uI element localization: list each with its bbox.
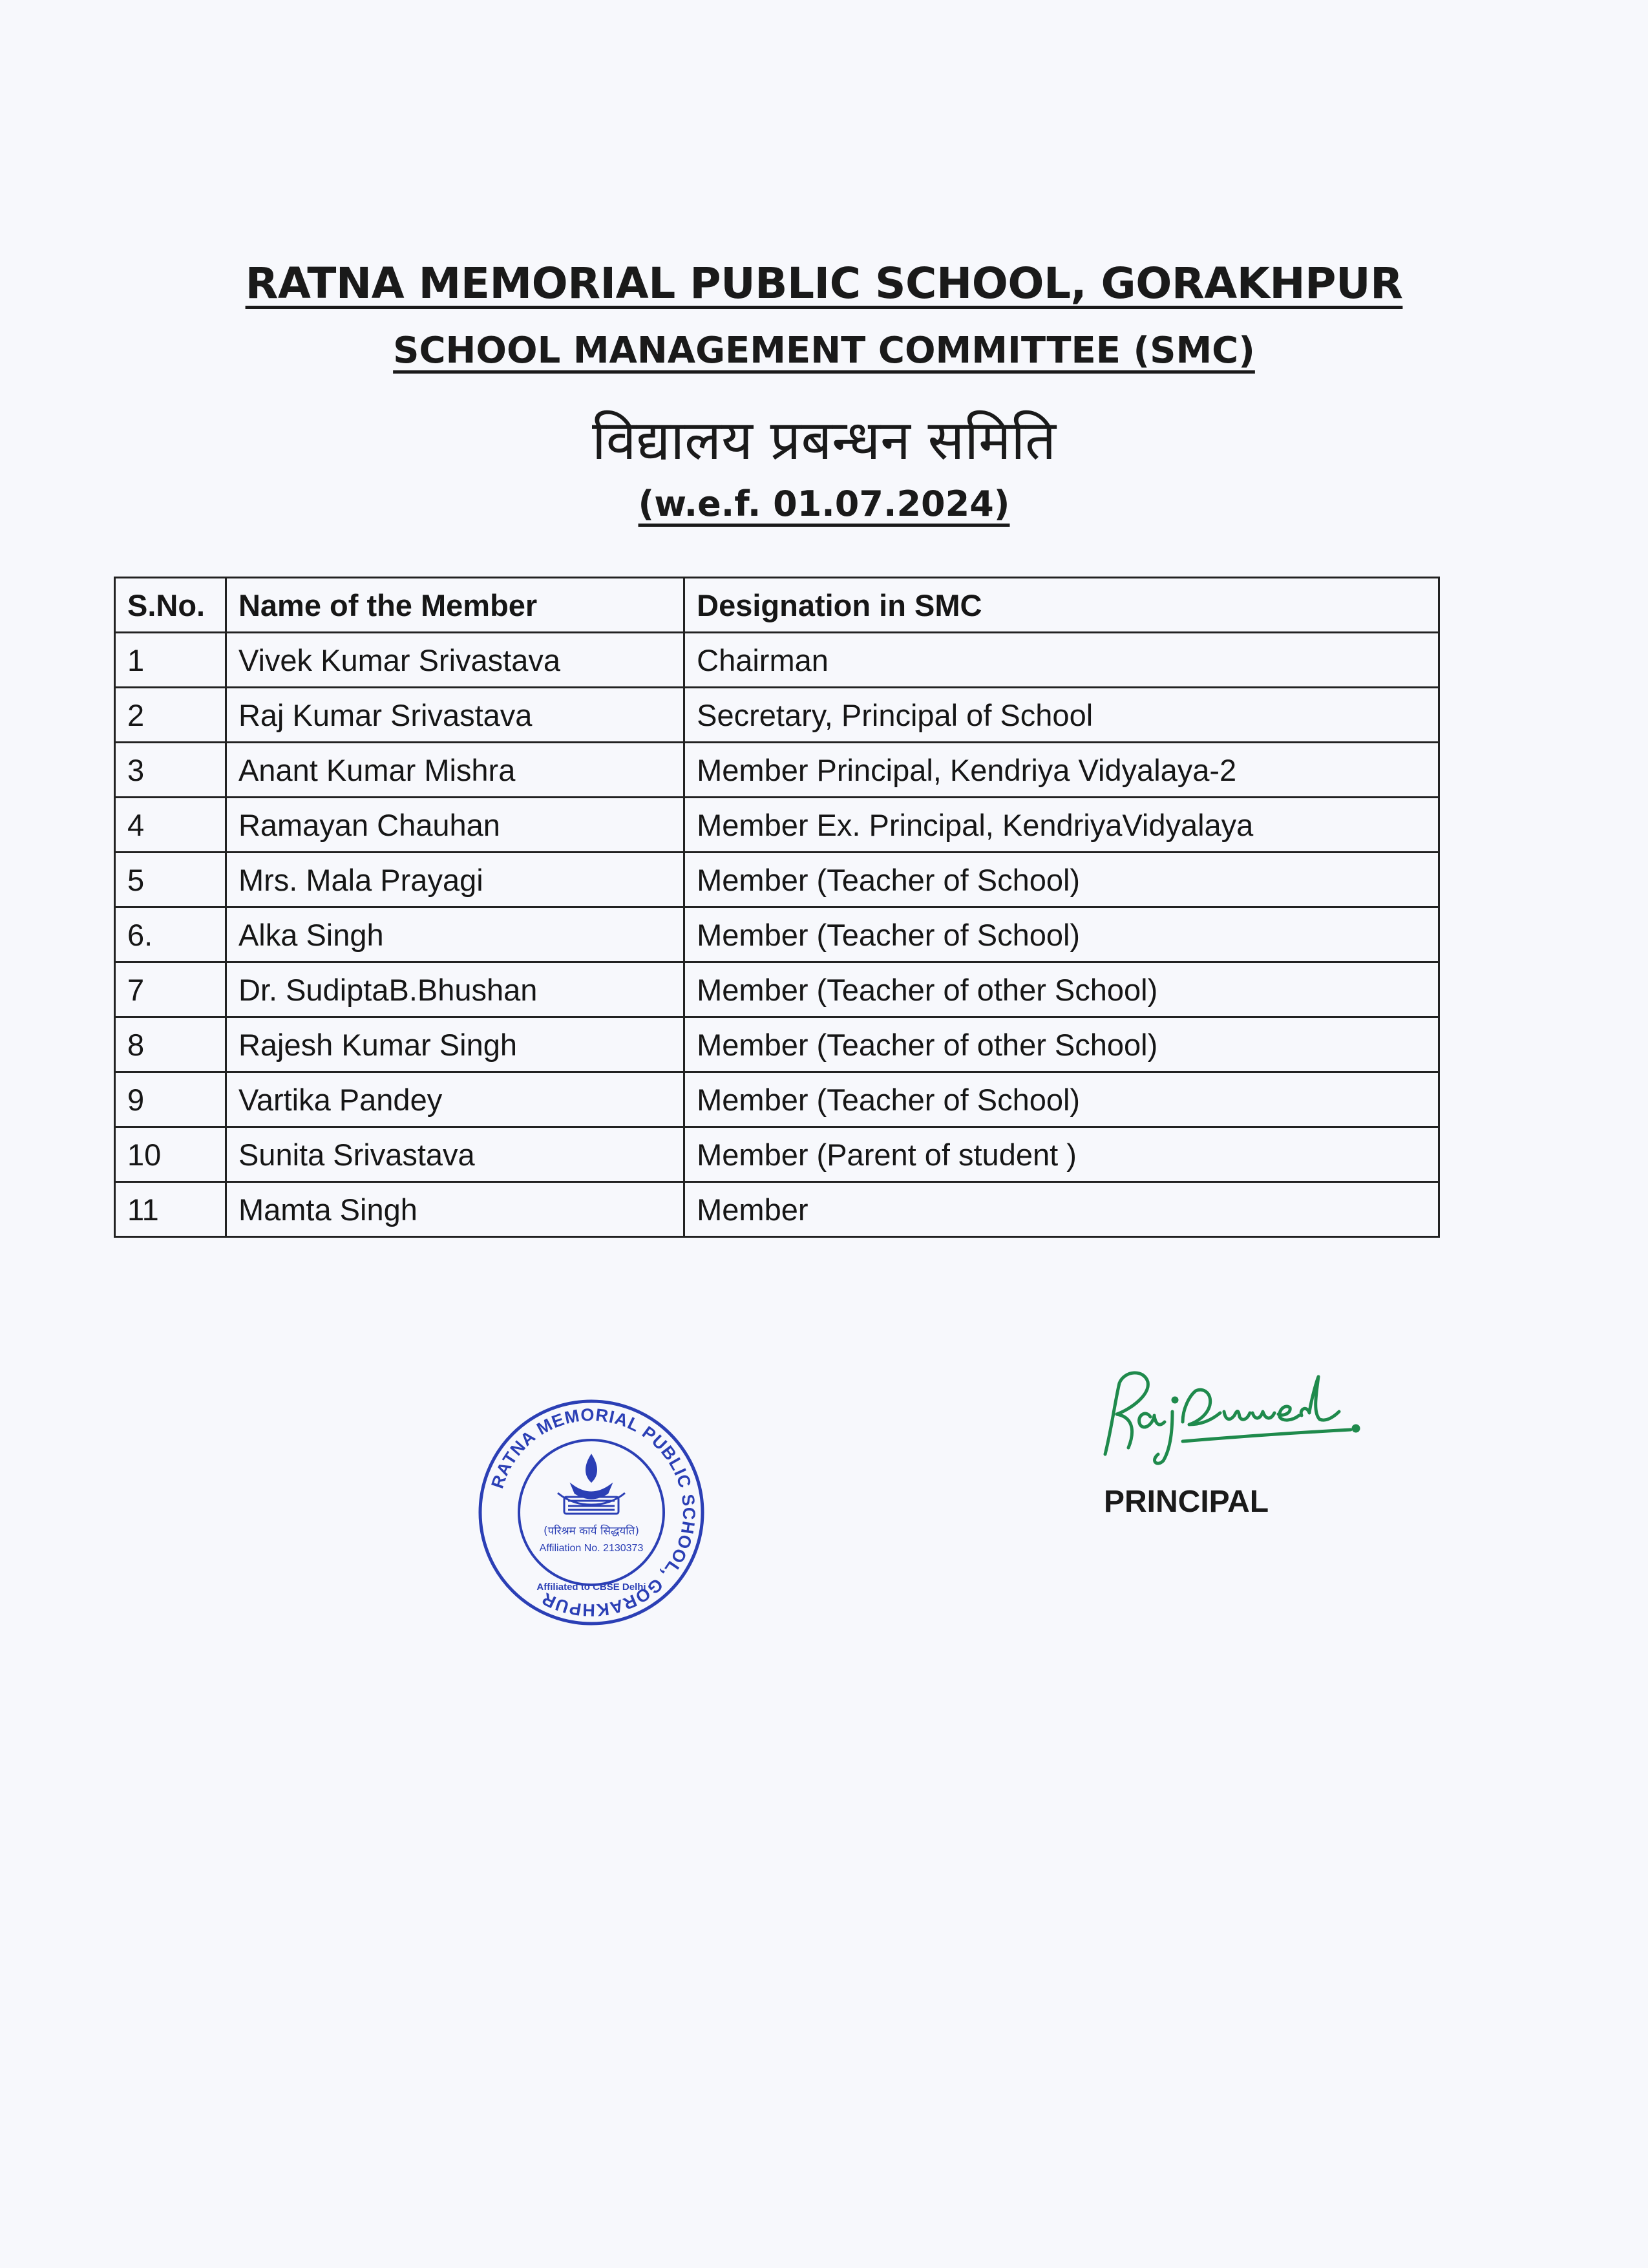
table-row (115, 907, 1439, 962)
table-row (115, 962, 1439, 1017)
committee-title: SCHOOL MANAGEMENT COMMITTEE (SMC) (393, 330, 1255, 372)
cell-member-name: Rajesh Kumar Singh (226, 1017, 684, 1072)
table-row (115, 853, 1439, 907)
cell-member-name: Vartika Pandey (226, 1072, 684, 1127)
cell-member-name: Mrs. Mala Prayagi (226, 853, 684, 907)
cell-sno: 6. (115, 907, 226, 962)
header-sno: S.No. (115, 578, 226, 633)
cell-sno: 4 (115, 798, 226, 853)
cell-sno: 11 (115, 1182, 226, 1237)
cell-member-name: Sunita Srivastava (226, 1127, 684, 1182)
school-seal (475, 1396, 708, 1629)
cell-designation: Member (Teacher of School) (684, 853, 1439, 907)
principal-label: PRINCIPAL (1104, 1485, 1269, 1519)
cell-designation: Member (Teacher of other School) (684, 962, 1439, 1017)
header-name: Name of the Member (226, 578, 684, 633)
table-row (115, 743, 1439, 798)
cell-member-name: Vivek Kumar Srivastava (226, 633, 684, 688)
table-row (115, 1072, 1439, 1127)
table-row (115, 1127, 1439, 1182)
cell-sno: 7 (115, 962, 226, 1017)
effective-date: (w.e.f. 01.07.2024) (638, 483, 1010, 524)
lamp-icon (558, 1456, 625, 1514)
cell-member-name: Alka Singh (226, 907, 684, 962)
cell-designation: Member (Parent of student ) (684, 1127, 1439, 1182)
cell-designation: Member (Teacher of other School) (684, 1017, 1439, 1072)
cell-member-name: Raj Kumar Srivastava (226, 688, 684, 743)
cell-sno: 10 (115, 1127, 226, 1182)
cell-designation: Member (Teacher of School) (684, 1072, 1439, 1127)
cell-member-name: Ramayan Chauhan (226, 798, 684, 853)
seal-affiliation: Affiliation No. 2130373 (539, 1543, 644, 1554)
cell-member-name: Mamta Singh (226, 1182, 684, 1237)
hindi-title: विद्यालय प्रबन्धन समिति (592, 408, 1056, 472)
table-row (115, 1017, 1439, 1072)
school-title: RATNA MEMORIAL PUBLIC SCHOOL, GORAKHPUR (245, 259, 1403, 308)
principal-signature (1086, 1357, 1370, 1467)
table-row (115, 633, 1439, 688)
cell-designation: Member (684, 1182, 1439, 1237)
table-row (115, 798, 1439, 853)
cell-member-name: Anant Kumar Mishra (226, 743, 684, 798)
seal-outer-text: RATNA MEMORIAL PUBLIC SCHOOL, GORAKHPUR (487, 1404, 699, 1620)
cell-designation: Secretary, Principal of School (684, 688, 1439, 743)
table-row (115, 1182, 1439, 1237)
cell-sno: 1 (115, 633, 226, 688)
cell-sno: 3 (115, 743, 226, 798)
table-row (115, 688, 1439, 743)
cell-sno: 8 (115, 1017, 226, 1072)
table-header-row (115, 578, 1439, 633)
cell-designation: Member Principal, Kendriya Vidyalaya-2 (684, 743, 1439, 798)
seal-motto: (परिश्रम कार्य सिद्धयति) (543, 1525, 640, 1538)
cell-sno: 2 (115, 688, 226, 743)
cell-designation: Chairman (684, 633, 1439, 688)
seal-affiliated-to: Affiliated to CBSE Delhi (536, 1582, 646, 1593)
cell-designation: Member Ex. Principal, KendriyaVidyalaya (684, 798, 1439, 853)
cell-sno: 9 (115, 1072, 226, 1127)
cell-member-name: Dr. SudiptaB.Bhushan (226, 962, 684, 1017)
cell-sno: 5 (115, 853, 226, 907)
header-designation: Designation in SMC (684, 578, 1439, 633)
cell-designation: Member (Teacher of School) (684, 907, 1439, 962)
members-table (114, 577, 1440, 1238)
